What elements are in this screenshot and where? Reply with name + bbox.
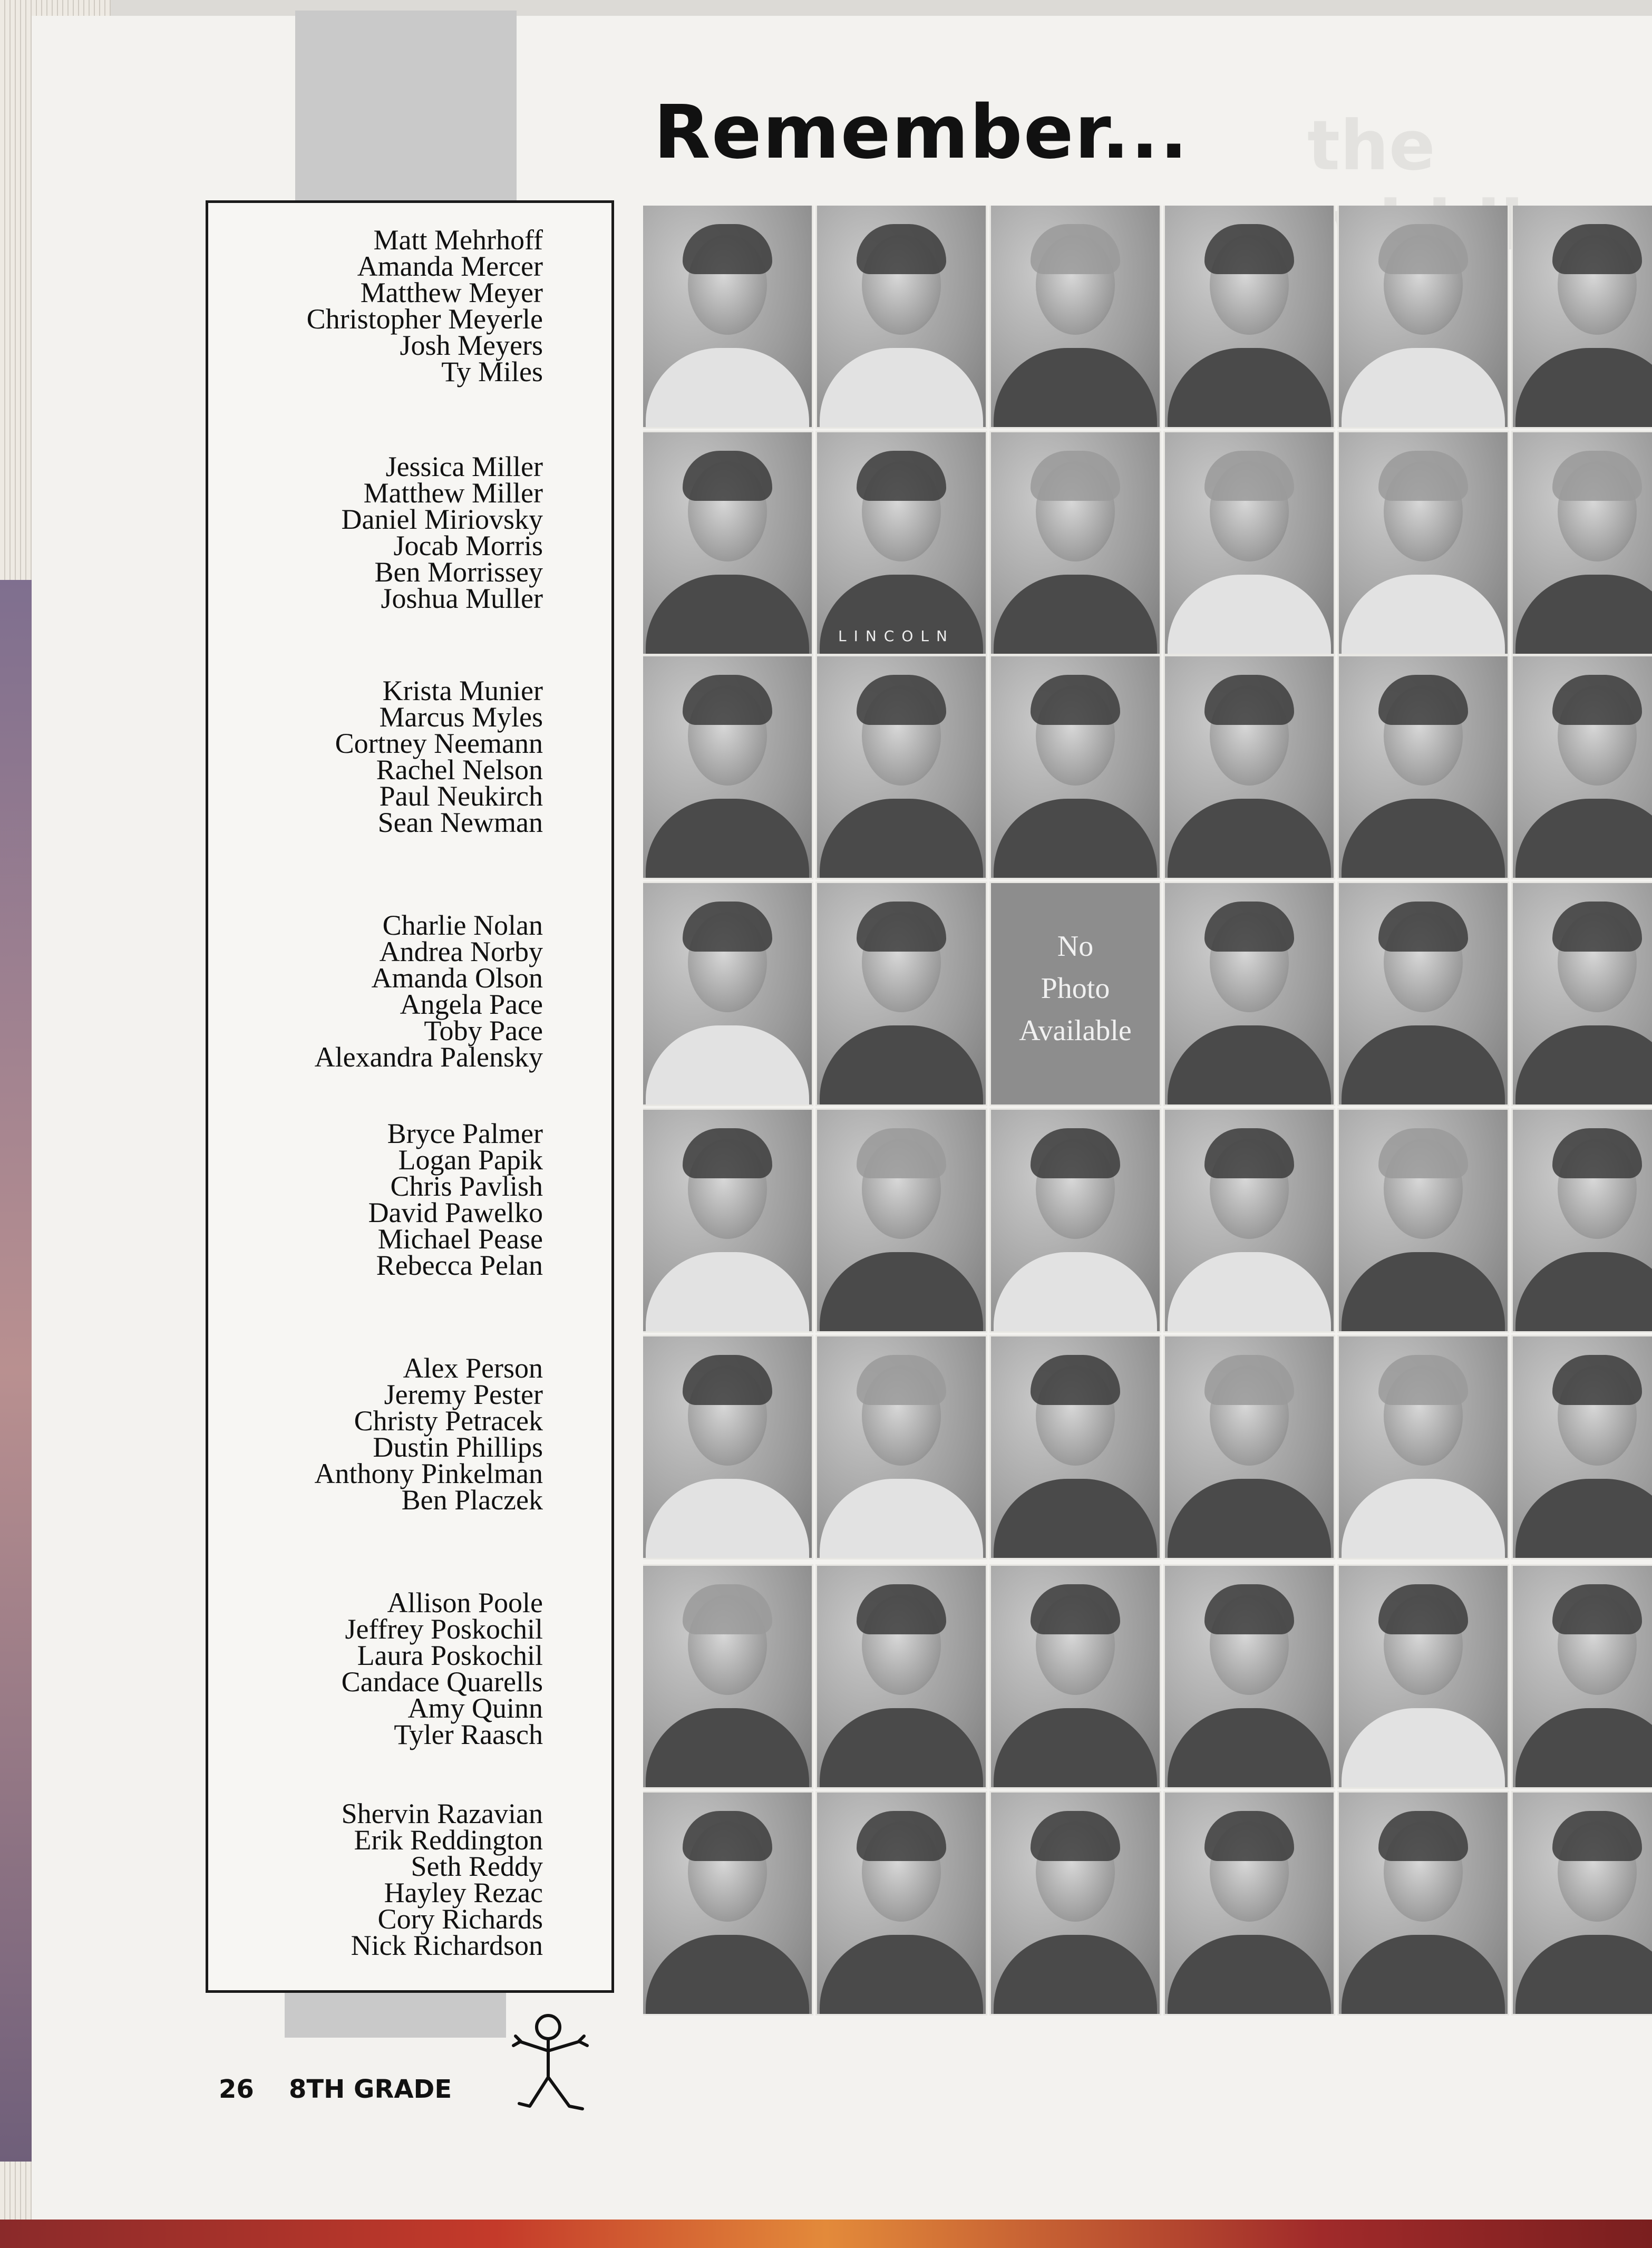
portrait-shoulders bbox=[994, 1708, 1157, 1787]
portrait-hair bbox=[683, 675, 772, 725]
portrait-hair bbox=[683, 224, 772, 274]
student-name: Matthew Miller bbox=[363, 477, 543, 509]
student-portrait bbox=[991, 1110, 1160, 1331]
portrait-shoulders bbox=[1168, 1708, 1331, 1787]
student-name: Matt Mehrhoff bbox=[373, 224, 543, 256]
portrait-hair bbox=[857, 224, 946, 274]
student-portrait bbox=[1513, 206, 1652, 427]
portrait-shoulders bbox=[820, 1252, 983, 1331]
shirt-lettering: LINCOLN bbox=[838, 627, 955, 645]
portrait-shoulders bbox=[1342, 575, 1505, 654]
portrait-shoulders bbox=[1515, 1025, 1652, 1104]
portrait-shoulders bbox=[646, 348, 809, 427]
student-portrait bbox=[1165, 883, 1334, 1104]
student-portrait bbox=[643, 883, 812, 1104]
student-name: Amy Quinn bbox=[407, 1692, 543, 1724]
portrait-shoulders bbox=[994, 799, 1157, 878]
portrait-hair bbox=[1378, 902, 1468, 952]
portrait-hair bbox=[857, 1584, 946, 1634]
portrait-shoulders bbox=[1168, 799, 1331, 878]
book-binding bbox=[0, 580, 32, 2162]
portrait-hair bbox=[683, 1128, 772, 1178]
portrait-shoulders bbox=[1515, 1252, 1652, 1331]
student-portrait bbox=[817, 656, 986, 878]
portrait-hair bbox=[1552, 1355, 1642, 1405]
student-name: Toby Pace bbox=[424, 1015, 543, 1047]
portrait-hair bbox=[1204, 1128, 1294, 1178]
portrait-shoulders bbox=[1342, 1479, 1505, 1558]
student-name: Amanda Olson bbox=[371, 962, 543, 994]
student-name: Shervin Razavian bbox=[341, 1798, 543, 1829]
student-portrait bbox=[1513, 1336, 1652, 1558]
student-portrait bbox=[1165, 206, 1334, 427]
portrait-shoulders bbox=[820, 1025, 983, 1104]
name-group-5 bbox=[368, 1118, 543, 1281]
name-group-3 bbox=[335, 677, 543, 836]
student-name: Krista Munier bbox=[382, 675, 543, 706]
portrait-shoulders bbox=[820, 1479, 983, 1558]
student-portrait bbox=[991, 1566, 1160, 1787]
student-name: Candace Quarells bbox=[341, 1666, 543, 1698]
section-label: 8TH GRADE bbox=[289, 2075, 452, 2104]
student-name: Logan Papik bbox=[398, 1144, 543, 1176]
portrait-hair bbox=[1031, 451, 1120, 501]
portrait-shoulders bbox=[1515, 575, 1652, 654]
student-portrait bbox=[991, 1336, 1160, 1558]
student-names-box bbox=[206, 200, 614, 1993]
student-name: Nick Richardson bbox=[351, 1930, 543, 1961]
portrait-hair bbox=[683, 1584, 772, 1634]
student-name: Alex Person bbox=[403, 1352, 543, 1384]
portrait-shoulders bbox=[820, 799, 983, 878]
no-photo-line: Available bbox=[1019, 1014, 1132, 1047]
portrait-shoulders bbox=[1342, 1025, 1505, 1104]
stick-figure-doodle bbox=[490, 2003, 606, 2119]
student-portrait bbox=[1513, 432, 1652, 654]
student-name: Anthony Pinkelman bbox=[314, 1458, 543, 1489]
portrait-hair bbox=[857, 675, 946, 725]
portrait-hair bbox=[1552, 902, 1642, 952]
portrait-hair bbox=[1204, 224, 1294, 274]
student-portrait bbox=[1165, 1336, 1334, 1558]
student-portrait bbox=[817, 1110, 986, 1331]
portrait-hair bbox=[1031, 675, 1120, 725]
student-name: Josh Meyers bbox=[400, 330, 543, 361]
page-title: Remember... bbox=[654, 90, 1189, 176]
student-name: Cortney Neemann bbox=[335, 728, 543, 759]
student-portrait bbox=[1165, 656, 1334, 878]
portrait-hair bbox=[683, 451, 772, 501]
student-portrait bbox=[991, 656, 1160, 878]
page-number: 26 bbox=[219, 2075, 254, 2104]
student-name: Allison Poole bbox=[387, 1587, 543, 1619]
portrait-shoulders bbox=[1342, 1708, 1505, 1787]
student-portrait bbox=[991, 1792, 1160, 2014]
student-name: Tyler Raasch bbox=[394, 1719, 543, 1750]
portrait-shoulders bbox=[820, 348, 983, 427]
portrait-hair bbox=[857, 1355, 946, 1405]
student-portrait bbox=[1339, 1566, 1508, 1787]
portrait-shoulders bbox=[1342, 799, 1505, 878]
portrait-hair bbox=[683, 1811, 772, 1861]
name-group-7 bbox=[341, 1587, 543, 1750]
student-portrait bbox=[817, 1336, 986, 1558]
portrait-shoulders bbox=[1342, 1935, 1505, 2014]
student-photo-grid bbox=[643, 206, 1652, 2030]
name-group-1 bbox=[306, 224, 543, 387]
portrait-hair bbox=[1204, 1355, 1294, 1405]
student-portrait bbox=[1513, 1792, 1652, 2014]
portrait-shoulders bbox=[1168, 1479, 1331, 1558]
portrait-hair bbox=[683, 1355, 772, 1405]
student-name: Michael Pease bbox=[377, 1223, 543, 1255]
portrait-shoulders bbox=[646, 1935, 809, 2014]
portrait-hair bbox=[1378, 675, 1468, 725]
student-portrait bbox=[1513, 1566, 1652, 1787]
portrait-hair bbox=[1552, 451, 1642, 501]
student-name: Rachel Nelson bbox=[376, 754, 543, 786]
portrait-hair bbox=[1204, 1811, 1294, 1861]
student-name: Ty Miles bbox=[441, 356, 543, 387]
student-name: David Pawelko bbox=[368, 1197, 543, 1228]
student-portrait bbox=[643, 1110, 812, 1331]
student-name: Marcus Myles bbox=[379, 701, 543, 733]
portrait-hair bbox=[683, 902, 772, 952]
portrait-shoulders bbox=[994, 348, 1157, 427]
student-portrait bbox=[643, 206, 812, 427]
student-portrait bbox=[1165, 1792, 1334, 2014]
portrait-shoulders bbox=[646, 1479, 809, 1558]
no-photo-text bbox=[991, 925, 1160, 1052]
no-photo-placeholder bbox=[991, 883, 1160, 1104]
portrait-shoulders bbox=[994, 1479, 1157, 1558]
student-portrait bbox=[1339, 206, 1508, 427]
student-name: Joshua Muller bbox=[381, 583, 543, 614]
portrait-shoulders bbox=[1342, 1252, 1505, 1331]
student-portrait bbox=[1339, 432, 1508, 654]
portrait-hair bbox=[1031, 224, 1120, 274]
student-name: Alexandra Palensky bbox=[314, 1041, 543, 1073]
student-portrait bbox=[1339, 1110, 1508, 1331]
portrait-hair bbox=[1378, 224, 1468, 274]
student-portrait bbox=[1513, 656, 1652, 878]
student-portrait bbox=[643, 1336, 812, 1558]
bleed-through-title: the bbox=[1307, 105, 1435, 186]
portrait-shoulders bbox=[994, 1935, 1157, 2014]
student-portrait bbox=[1513, 1110, 1652, 1331]
portrait-hair bbox=[1204, 675, 1294, 725]
student-portrait bbox=[817, 1792, 986, 2014]
portrait-shoulders bbox=[646, 799, 809, 878]
portrait-hair bbox=[1552, 224, 1642, 274]
student-portrait bbox=[817, 883, 986, 1104]
student-name: Sean Newman bbox=[377, 807, 543, 838]
student-name: Rebecca Pelan bbox=[376, 1249, 543, 1281]
portrait-shoulders bbox=[646, 1708, 809, 1787]
portrait-hair bbox=[1552, 675, 1642, 725]
portrait-shoulders bbox=[1168, 1252, 1331, 1331]
portrait-shoulders bbox=[994, 1252, 1157, 1331]
next-page-edge bbox=[0, 2220, 1652, 2248]
student-name: Seth Reddy bbox=[411, 1850, 543, 1882]
portrait-hair bbox=[857, 451, 946, 501]
portrait-shoulders bbox=[1515, 799, 1652, 878]
student-portrait bbox=[991, 206, 1160, 427]
student-name: Laura Poskochil bbox=[357, 1640, 543, 1671]
name-group-8 bbox=[342, 1800, 543, 1959]
portrait-hair bbox=[1378, 1128, 1468, 1178]
portrait-hair bbox=[1031, 1584, 1120, 1634]
portrait-hair bbox=[1204, 1584, 1294, 1634]
portrait-hair bbox=[1378, 1584, 1468, 1634]
student-portrait bbox=[1339, 656, 1508, 878]
portrait-shoulders bbox=[646, 1252, 809, 1331]
student-name: Erik Reddington bbox=[354, 1824, 543, 1856]
portrait-hair bbox=[857, 1128, 946, 1178]
portrait-hair bbox=[1378, 451, 1468, 501]
name-group-2 bbox=[342, 453, 543, 612]
portrait-shoulders bbox=[1515, 1935, 1652, 2014]
portrait-shoulders bbox=[1168, 575, 1331, 654]
student-name: Dustin Phillips bbox=[373, 1431, 543, 1463]
portrait-shoulders bbox=[1515, 1708, 1652, 1787]
student-name: Matthew Meyer bbox=[360, 277, 543, 308]
student-name: Christy Petracek bbox=[354, 1405, 543, 1437]
student-name: Ben Morrissey bbox=[374, 556, 543, 588]
student-portrait bbox=[817, 1566, 986, 1787]
student-name: Jeremy Pester bbox=[384, 1379, 543, 1410]
portrait-shoulders bbox=[1342, 348, 1505, 427]
portrait-hair bbox=[1552, 1584, 1642, 1634]
portrait-shoulders bbox=[1168, 348, 1331, 427]
student-name: Jocab Morris bbox=[393, 530, 543, 561]
name-group-4 bbox=[314, 909, 543, 1073]
portrait-shoulders bbox=[820, 1708, 983, 1787]
name-group-6 bbox=[314, 1352, 543, 1516]
portrait-shoulders bbox=[1168, 1935, 1331, 2014]
portrait-hair bbox=[1204, 902, 1294, 952]
student-name: Charlie Nolan bbox=[382, 909, 543, 941]
student-name: Hayley Rezac bbox=[384, 1877, 543, 1908]
student-name: Cory Richards bbox=[377, 1903, 543, 1935]
portrait-shoulders bbox=[820, 1935, 983, 2014]
portrait-shoulders bbox=[1515, 348, 1652, 427]
student-name: Angela Pace bbox=[400, 989, 543, 1020]
student-portrait bbox=[1165, 1110, 1334, 1331]
student-portrait bbox=[643, 656, 812, 878]
student-portrait bbox=[643, 432, 812, 654]
portrait-hair bbox=[1031, 1355, 1120, 1405]
student-portrait bbox=[991, 432, 1160, 654]
student-name: Bryce Palmer bbox=[387, 1118, 543, 1149]
student-portrait bbox=[817, 432, 986, 654]
portrait-shoulders bbox=[994, 575, 1157, 654]
student-name: Amanda Mercer bbox=[357, 250, 543, 282]
portrait-hair bbox=[1552, 1811, 1642, 1861]
student-portrait bbox=[643, 1566, 812, 1787]
portrait-hair bbox=[1031, 1128, 1120, 1178]
student-name: Chris Pavlish bbox=[390, 1170, 543, 1202]
student-name: Jessica Miller bbox=[385, 451, 543, 482]
gray-decorative-bar-top bbox=[295, 11, 517, 200]
portrait-shoulders bbox=[646, 575, 809, 654]
student-name: Daniel Miriovsky bbox=[341, 503, 543, 535]
student-name: Paul Neukirch bbox=[379, 780, 543, 812]
portrait-hair bbox=[857, 902, 946, 952]
student-name: Andrea Norby bbox=[379, 936, 543, 967]
portrait-hair bbox=[1552, 1128, 1642, 1178]
student-portrait bbox=[643, 1792, 812, 2014]
student-portrait bbox=[1165, 1566, 1334, 1787]
student-name: Christopher Meyerle bbox=[306, 303, 543, 335]
student-portrait bbox=[1513, 883, 1652, 1104]
student-portrait bbox=[817, 206, 986, 427]
student-portrait bbox=[1339, 1336, 1508, 1558]
portrait-hair bbox=[857, 1811, 946, 1861]
portrait-shoulders bbox=[1515, 1479, 1652, 1558]
portrait-hair bbox=[1378, 1811, 1468, 1861]
no-photo-line: Photo bbox=[1041, 972, 1110, 1005]
student-portrait bbox=[1339, 883, 1508, 1104]
portrait-hair bbox=[1204, 451, 1294, 501]
portrait-hair bbox=[1031, 1811, 1120, 1861]
student-portrait bbox=[1339, 1792, 1508, 2014]
gray-decorative-bar-bottom bbox=[285, 1985, 506, 2038]
student-portrait bbox=[1165, 432, 1334, 654]
portrait-shoulders bbox=[1168, 1025, 1331, 1104]
portrait-hair bbox=[1378, 1355, 1468, 1405]
no-photo-line: No bbox=[1057, 930, 1094, 963]
student-name: Ben Placzek bbox=[401, 1484, 543, 1516]
portrait-shoulders bbox=[646, 1025, 809, 1104]
student-name: Jeffrey Poskochil bbox=[345, 1613, 543, 1645]
